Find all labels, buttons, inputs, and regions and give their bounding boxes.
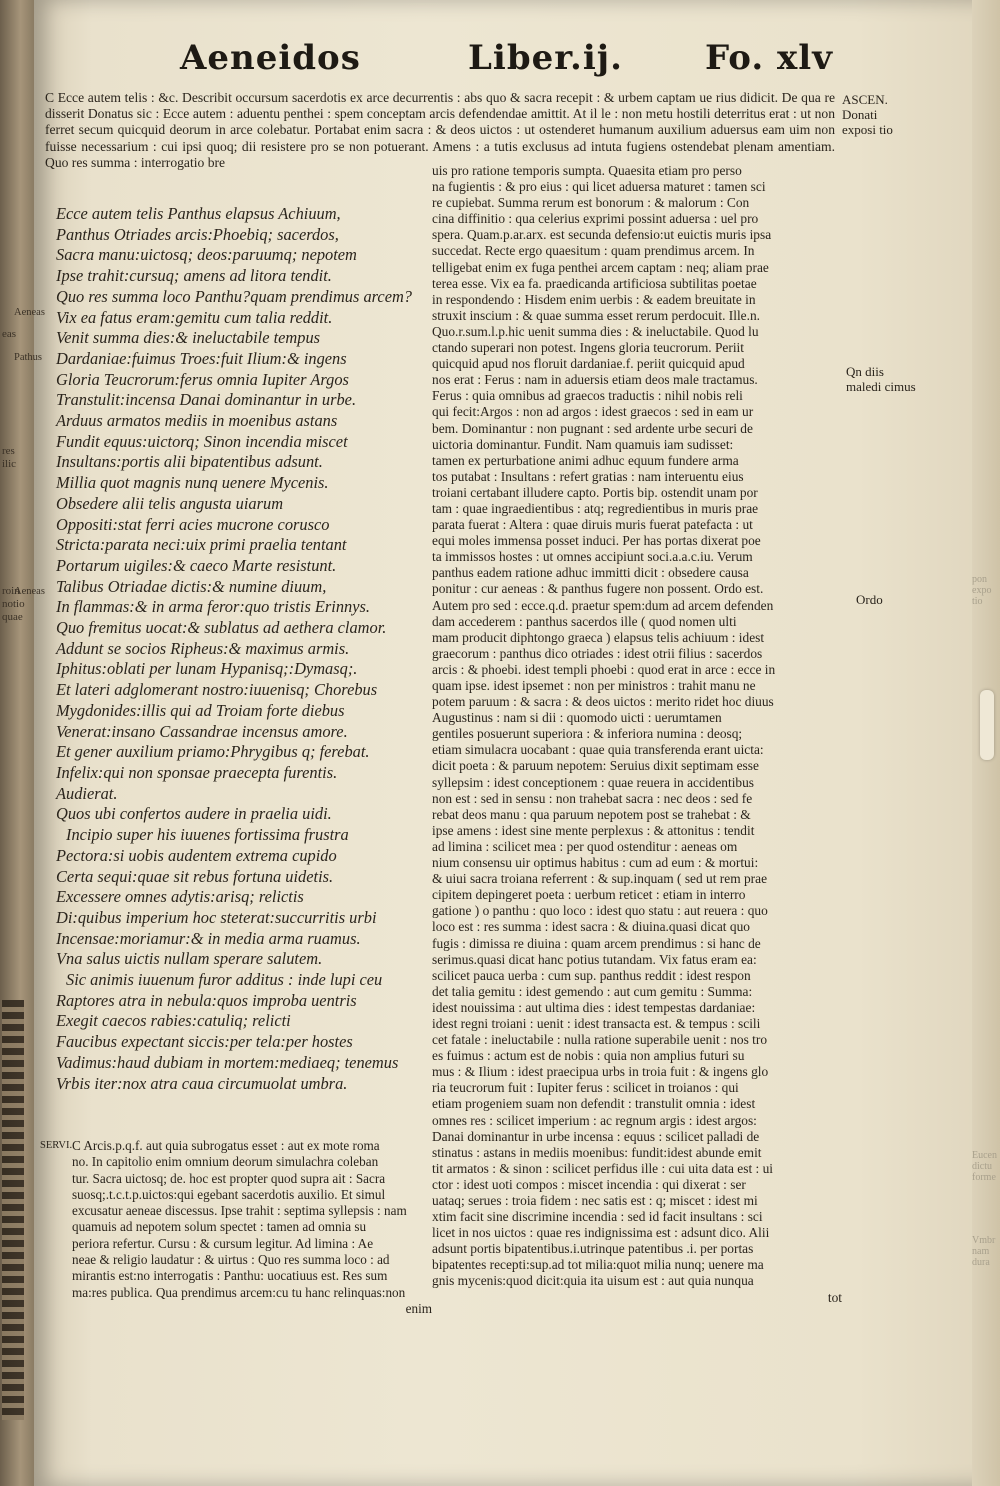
commentary-line: ta immissos hostes : ut omnes accipiunt soci.a.a.c.iu. Verum — [432, 549, 753, 565]
commentary-line: scilicet pauca uerba : cum sup. panthus reddit : idest respon — [432, 967, 751, 983]
commentary-line: quicquid apud nos floruit dardaniae.f. periit quicquid apud — [432, 356, 745, 372]
commentary-line: idest regni troiani : uenit : idest transacta est. & tempus : scili — [432, 1015, 761, 1031]
commentary-line: tos putabat : Insultans : refert gratias : nam interuentu eius — [432, 468, 744, 484]
verse-line: Pectora:si uobis audentem extrema cupido — [56, 845, 337, 865]
commentary-line: etiam progeniem suam non defendit : transtulit omnia : idest — [432, 1096, 756, 1112]
verse-column — [56, 204, 436, 1094]
verse-line: Sic animis iuuenum furor additus : inde lupi ceu — [66, 970, 383, 990]
verse-line: Quos ubi confertos audere in praelia uidi. — [56, 804, 332, 824]
commentary-line: Quo.r.sum.l.p.hic uenit summa dies : & ineluctabile. Quod lu — [432, 323, 759, 339]
verse-line: Vrbis iter:nox atra caua circumuolat umbra. — [56, 1073, 348, 1093]
servius-line: quamuis ad nepotem solum spectet : tamen ad omnia su — [72, 1219, 367, 1235]
verse-line: In flammas:& in arma feror:quo tristis Erinnys. — [56, 597, 371, 617]
commentary-line: troiani certabant illudere capto. Portis bip. ostendit unam por — [432, 484, 758, 500]
commentary-line: serimus.quasi dicat hanc potius tutandam. Vix fatus eram ea: — [432, 951, 757, 967]
commentary-line: nium consensu uir optimus habitus : cum ad eum : & mortui: — [432, 855, 759, 871]
commentary-line: adsunt portis bipatentibus.i.utrinque patentibus .i. per portas — [432, 1241, 754, 1257]
commentary-line: uataq; serues : troia fidem : nec satis est : q; miscet : idest mi — [432, 1193, 758, 1208]
commentary-line: tit armatos : & sinon : scilicet perfidus ille : cui uita data est : ui — [432, 1160, 774, 1176]
commentary-line: fugis : dimissa re diuina : quam arcem prendimus : si hanc de — [432, 935, 761, 951]
commentary-line: ipse amens : idest sine mente perplexus : & attonitus : tendit — [432, 822, 755, 838]
commentary-line: etiam simulacra uocabant : quae quia transferenda erant uicta: — [432, 742, 764, 758]
commentary-line: mus : & Ilium : idest praecipua urbs in troia fuit : & ingens glo — [432, 1064, 769, 1080]
servius-commentary — [72, 1138, 432, 1317]
commentary-line: uictoria dominantur. Fundit. Nam quamuis iam sudisset: — [432, 436, 734, 452]
commentary-line: bipatentes recepti:sup.ad tot milia:quot milia nunq; uenere ma — [432, 1257, 764, 1273]
verse-line: Vna salus uictis nullam sperare salutem. — [56, 949, 323, 969]
commentary-line: re cupiebat. Summa rerum est bonorum : & malorum : Con — [432, 195, 750, 211]
servius-line: periora refertur. Cursu : & cursum legitur. Ad limina : Ae — [72, 1235, 374, 1251]
commentary-line: loco est : res summa : idest sacra : & diuina.quasi dicat quo — [432, 919, 750, 935]
commentary-line: parata fuerat : Altera : quae diruis muris fuerat patefacta : ut — [432, 517, 753, 533]
commentary-line: es fuimus : actum est de nobis : quia non amplius futuri su — [432, 1048, 745, 1064]
commentary-line: uis pro ratione temporis sumpta. Quaesita etiam pro perso — [432, 163, 742, 178]
commentary-line: quam ipse. idest ipsemet : non per ministros : trahit manu ne — [432, 678, 756, 693]
verse-line: Incensae:moriamur:& in media arma ruamus. — [56, 928, 361, 948]
verse-line: Sacra manu:uictosq; deos:paruumq; nepotem — [56, 245, 357, 265]
commentary-line: non est : sed in sensu : non trahebat sacra : nec deos : sed fe — [432, 790, 753, 806]
commentary-line: spera. Quam.p.ar.arx. est secunda defensio:ut euictis muris ipsa — [432, 227, 772, 243]
verse-line: Et gener auxilium priamo:Phrygibus q; ferebat. — [56, 742, 370, 762]
commentary-line: mam producit diphtongo graeca ) elapsus telis achiuum : idest — [432, 629, 765, 645]
verse-line: Portarum uigiles:& caeco Marte resistunt. — [56, 555, 337, 575]
commentary-line: ria teucrorum fuit : Iupiter ferus : scilicet in troianos : qui — [432, 1080, 739, 1096]
commentary-line: terea esse. Vix ea fa. praedicanda artificiosa subtilitas poetae — [432, 275, 757, 291]
commentary-line: stinatus : astans in mediis moenibus: fundit:idest abunde emit — [432, 1144, 762, 1160]
show-through-text: pon expo tio — [972, 574, 992, 607]
gutter-bleed-text: roin notio quae — [2, 585, 25, 623]
margin-note-ascen: ASCEN. Donati exposi tio — [842, 92, 893, 137]
commentary-paragraph: C Ecce autem telis : &c. Describit occursum sacerdotis ex arce decurrentis : abs quo & sacra recepit : & urbem captam ue rius didicit. De qua re disserit Donatus sic : Ecce autem : aduentu penthei : spem conceptam arcis defendendae amittit. At il le : non metu hostili deterritus erat : ut non ferret secum quicquid deorum in arce colebatur. Portabat enim sacra : & deos uictos : ut ostenderet humanum auxilium aduersus eam uim non fuisse necessarium : cui ipsi quoq; dii resistere pro se non potuerant. Amens : a tutis exclusus ad intuta fugiens ostendebat plenam amentiam. Quo res summa : interrogatio bre — [45, 90, 835, 170]
verse-line: Faucibus expectant siccis:per tela:per hostes — [56, 1032, 353, 1052]
commentary-line: in respondendo : Hisdem enim uerbis : & eadem breuitate in — [432, 291, 756, 307]
verse-line: Raptores atra in nebula:quos improba uentris — [56, 990, 357, 1010]
commentary-line: nos erat : Ferus : nam in aduersis etiam deos male tractamus. — [432, 372, 758, 388]
verse-line: Vadimus:haud dubiam in mortem:mediaeq; tenemus — [56, 1052, 399, 1072]
donatus-commentary — [45, 90, 835, 171]
speaker-label: Aeneas — [14, 307, 45, 318]
margin-note-qn-diis: Qn diis maledi cimus — [846, 364, 916, 394]
header-work-title: Aeneidos — [180, 38, 361, 78]
commentary-line: ad limina : scilicet mea : per quod ostenditur : aeneas om — [432, 838, 738, 854]
commentary-line: rebat deos manu : qua paruum nepotem post se trahebat : & — [432, 806, 751, 822]
commentary-line: omnes res : scilicet imperium : ac regnum argis : idest argos: — [432, 1112, 757, 1128]
verse-line: Venit summa dies:& ineluctabile tempus — [56, 328, 321, 348]
verse-line: Exegit caecos rabies:catuliq; relicti — [56, 1011, 291, 1031]
commentary-line: telligebat enim ex fuga penthei arcem captam : neq; aliam prae — [432, 259, 769, 275]
verse-line: Quo res summa loco Panthu?quam prendimus arcem? — [56, 286, 413, 306]
commentary-line: ctando superari non potest. Ingens gloria teucrorum. Periit — [432, 340, 744, 356]
servius-label: SERVI. — [40, 1140, 73, 1151]
verse-line: Et lateri adglomerant nostro:iuuenisq; Chorebus — [56, 680, 378, 700]
commentary-line: Augustinus : nam si dii : quomodo uicti : uerumtamen — [432, 710, 722, 726]
verse-line: Vix ea fatus eram:gemitu cum talia reddit. — [56, 307, 333, 327]
commentary-line: Ferus : quia omnibus ad graecos traductis : nihil nobis reli — [432, 388, 743, 404]
commentary-line: cipitem depingeret poeta : uerbum reticet : etiam in interro — [432, 887, 746, 903]
commentary-line: licet in nos uictos : quae res indignissima est : adsunt dico. Alii — [432, 1225, 770, 1241]
commentary-line: dicit poeta : & paruum nepotem: Seruius dixit septimam esse — [432, 758, 759, 774]
verse-line: Addunt se socios Ripheus:& maximus armis. — [56, 638, 350, 658]
commentary-line: Autem pro sed : ecce.q.d. praetur spem:dum ad arcem defenden — [432, 597, 774, 613]
verse-line: Dardaniae:fuimus Troes:fuit Ilium:& ingens — [56, 348, 347, 368]
commentary-line: bem. Dominantur : non pugnant : sed ardente urbe securi de — [432, 420, 753, 436]
verse-line: Arduus armatos mediis in moenibus astans — [56, 411, 338, 431]
show-through-text: Vmbr nam dura — [972, 1235, 996, 1268]
verse-line: Panthus Otriades arcis:Phoebiq; sacerdos, — [56, 224, 339, 244]
verse-line: Stricta:parata neci:uix primi praelia tentant — [56, 535, 347, 555]
verse-line: Millia quot magnis nunq uenere Mycenis. — [56, 473, 329, 493]
verse-line: Excessere omnes adytis:arisq; relictis — [56, 887, 304, 907]
commentary-line: tam : quae ingraedientibus : atq; regredientibus in muris prae — [432, 500, 759, 516]
verse-line: Ipse trahit:cursuq; amens ad litora tendit. — [56, 266, 332, 286]
commentary-line: xtim facit sine discrimine incendia : sed id facit insultans : sci — [432, 1209, 763, 1225]
verse-line: Talibus Otriadae dictis:& numine diuum, — [56, 576, 327, 596]
speaker-label: Aeneas — [14, 586, 45, 597]
servius-line: neae & religio laudatur : & uirtus : Quo res summa loco : ad — [72, 1252, 390, 1268]
commentary-line: gnis mycenis:quod dicit:quia ita uisum est : aut quia nunqua — [432, 1273, 754, 1289]
gutter-bleed-text: eas — [2, 328, 17, 340]
commentary-line: dam accederem : panthus sacerdos ille ( quod nomen ulti — [432, 613, 737, 629]
gutter-bleed-text: res ilic — [2, 445, 17, 470]
commentary-line: ponitur : cur aeneas : & panthus fugere non possent. Ordo est. — [432, 581, 764, 597]
verse-line: Di:quibus imperium hoc steterat:succurritis urbi — [56, 907, 377, 927]
verse-line: Oppositi:stat ferri acies mucrone corusco — [56, 514, 330, 534]
book-gutter — [0, 0, 34, 1486]
verse-line: Quo fremitus uocat:& sublatus ad aethera clamor. — [56, 618, 387, 638]
verse-line: Obsedere alii telis angusta uiarum — [56, 493, 284, 513]
commentary-line: tamen ex perturbatione animi adhuc equum fundere arma — [432, 452, 739, 468]
verse-line: Mygdonides:illis qui ad Troiam forte diebus — [56, 700, 345, 720]
servius-line: suosq;.t.c.t.p.uictos:qui egebant sacerdotis auxilio. Et simul — [72, 1186, 386, 1202]
commentary-line: panthus eadem ratione adhuc immitti dicit : obsedere causa — [432, 565, 749, 581]
commentary-line: det talia gemitu : idest gemendo : aut cum gemitu : Summa: — [432, 983, 753, 999]
commentary-line: syllepsim : idest conceptionem : quae reuera in accidentibus — [432, 774, 755, 790]
decorative-border — [2, 1000, 24, 1420]
verse-line: Certa sequi:quae sit rebus fortuna uidetis. — [56, 866, 334, 886]
ascensius-commentary-column — [432, 163, 842, 1306]
verse-line: Infelix:qui non sponsae praecepta furentis. — [56, 762, 338, 782]
servius-line: tur. Sacra uictosq; de. hoc est propter quod supra ait : Sacra — [72, 1170, 386, 1186]
commentary-line: gentiles posuerunt superiora : & inferiora numina : deosq; — [432, 726, 743, 742]
commentary-line: graecorum : panthus dico otriades : idest otrii filius : sacerdos — [432, 645, 763, 661]
speaker-label: Pathus — [14, 352, 43, 363]
commentary-line: arcis : & phoebi. idest templi phoebi : quod erat in arce : ecce in — [432, 661, 776, 677]
servius-line: excusatur aeneae discessus. Ipse trahit : septima syllepsis : nam — [72, 1203, 407, 1219]
commentary-line: succedat. Recte ergo quaesitum : quam prendimus arcem. In — [432, 243, 755, 259]
commentary-line: qui fecit:Argos : non ad argos : idest graecos : sed in eam ur — [432, 404, 754, 420]
verse-line: Incipio super his iuuenes fortissima frustra — [66, 825, 349, 845]
commentary-line: cet fatale : ineluctabile : nulla ratione superabile uenit : nos tro — [432, 1032, 768, 1048]
verse-line: Iphitus:oblati per lunam Hypanisq;:Dymasq;. — [56, 659, 358, 679]
margin-note-ordo: Ordo — [856, 592, 883, 607]
running-header — [0, 38, 1000, 88]
verse-line: Audierat. — [56, 783, 118, 803]
header-book-number: Liber.ij. — [468, 38, 623, 78]
servius-line: C Arcis.p.q.f. aut quia subrogatus esset : aut ex mote roma — [72, 1138, 380, 1153]
commentary-catchword: tot — [827, 1289, 842, 1305]
commentary-line: potem paruum : & sacra : & deos uictos : merito ridet hoc diuus — [432, 694, 774, 710]
commentary-line: Danai dominantur in urbe incensa : equus : scilicet palladi de — [432, 1128, 760, 1144]
commentary-line: ctor : idest uoti compos : miscet incendia : qui dixerat : ser — [432, 1176, 746, 1192]
commentary-line: gatione ) o panthu : quo loco : idest quo statu : aut reuera : quo — [432, 903, 768, 919]
show-through-text: Eucen dictu forme — [972, 1150, 997, 1183]
page-tab — [980, 690, 994, 760]
verse-line: Insultans:portis alii bipatentibus adsunt. — [56, 452, 323, 472]
commentary-line: equi moles immensa posset induci. Per has portas dixerat poe — [432, 533, 761, 549]
commentary-line: na fugientis : & pro eius : qui licet aduersa maturet : tamen sci — [432, 179, 766, 195]
commentary-line: idest nouissima : aut ultima dies : idest tempestas dardaniae: — [432, 999, 756, 1015]
verse-line: Venerat:insano Cassandrae incensus amore. — [56, 721, 348, 741]
header-folio-number: Fo. xlv — [705, 38, 833, 78]
servius-catchword: enim — [405, 1300, 432, 1316]
page-edge — [972, 0, 1000, 1486]
verse-line: Ecce autem telis Panthus elapsus Achiuum, — [56, 204, 341, 223]
commentary-line: struxit inscium : & quae summa esset rerum perdocuit. Ille.n. — [432, 307, 760, 323]
servius-line: mirantis est:no interrogatis : Panthu: uocatiuus est. Res sum — [72, 1268, 388, 1284]
verse-line: Transtulit:incensa Danai dominantur in urbe. — [56, 390, 357, 410]
servius-line: no. In capitolio enim omnium deorum simulachra coleban — [72, 1154, 379, 1170]
commentary-line: & uiui sacra troiana referrent : & sup.inquam ( sed ut rem prae — [432, 871, 768, 887]
commentary-line: cina diffinitio : qua celerius exprimi possint aduersa : uel pro — [432, 211, 759, 227]
servius-line: ma:res publica. Qua prendimus arcem:cu tu hanc relinquas:non — [72, 1284, 406, 1300]
verse-line: Fundit equus:uictorq; Sinon incendia miscet — [56, 431, 348, 451]
verse-line: Gloria Teucrorum:ferus omnia Iupiter Argos — [56, 369, 349, 389]
